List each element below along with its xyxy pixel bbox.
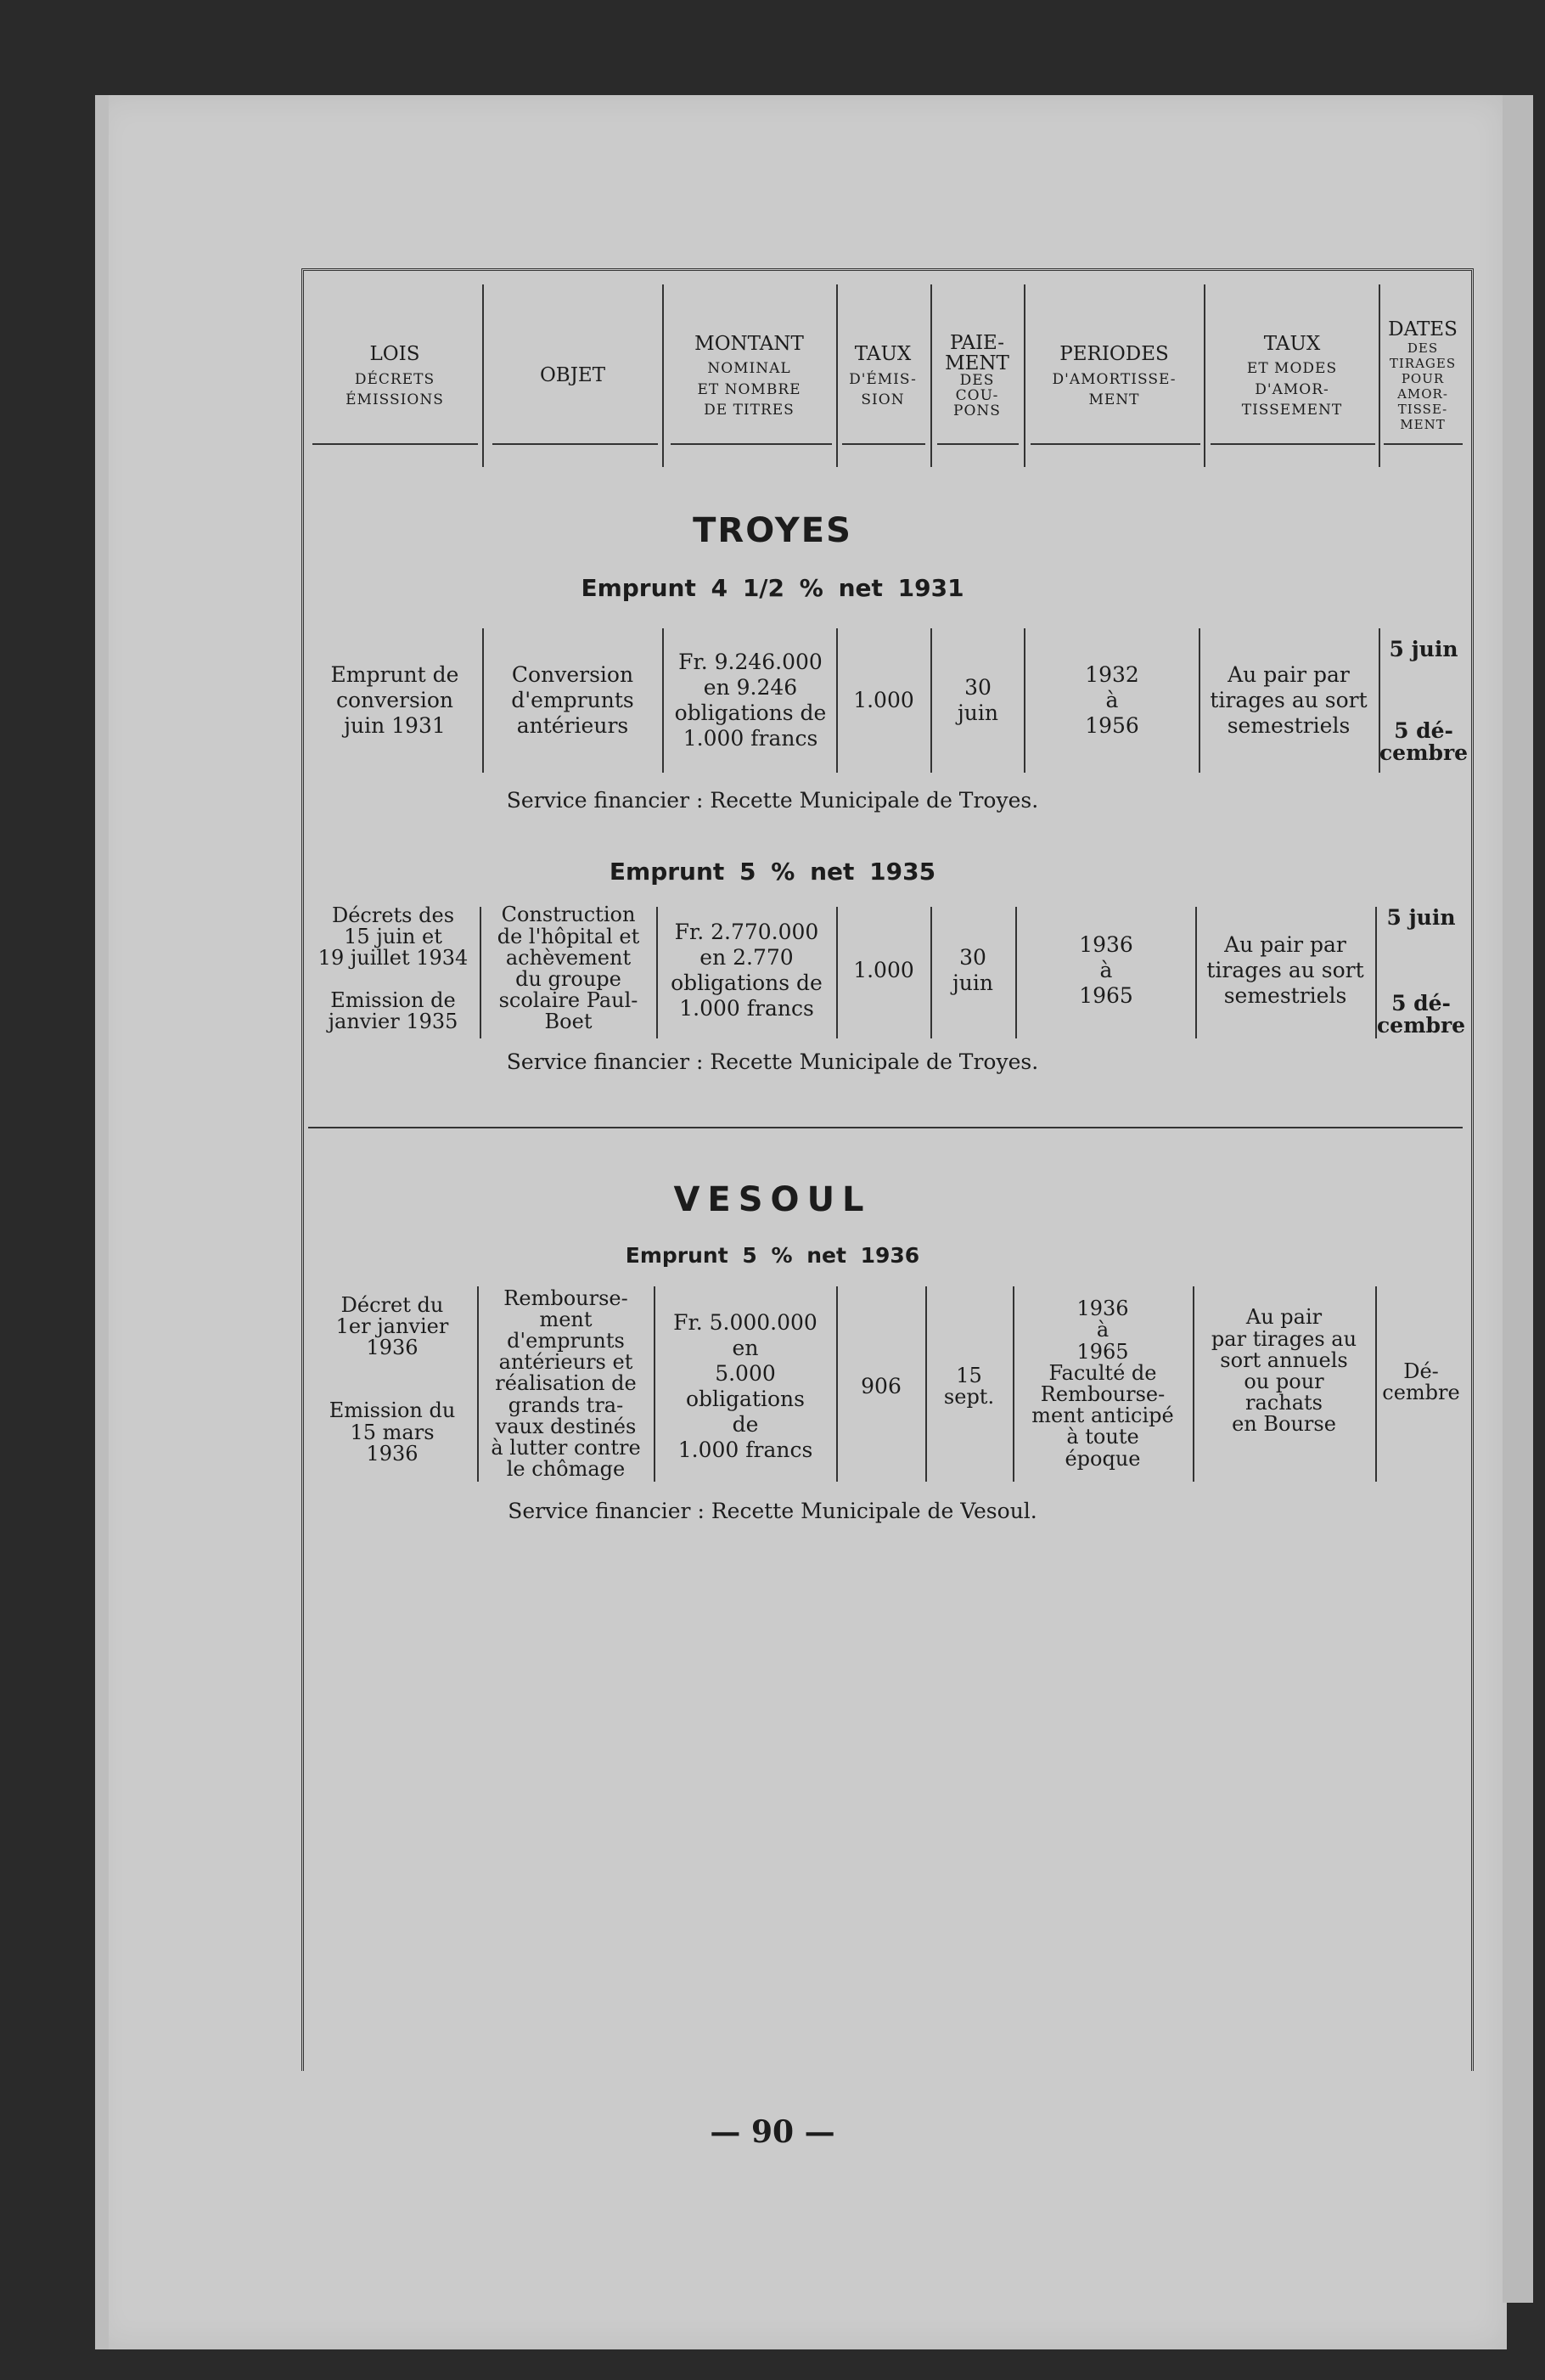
cell-line: 5.000: [715, 1361, 776, 1386]
header-dates: [1382, 284, 1464, 467]
header-underline: [842, 443, 925, 445]
city-title-troyes: TROYES: [693, 511, 852, 550]
cell-line: 15 juin et: [344, 925, 442, 949]
cell-line: 5 dé-: [1394, 717, 1453, 743]
cell-line: obligations: [686, 1387, 805, 1411]
header-dates-line: MENT: [1400, 416, 1446, 432]
cell-objet: [479, 1284, 653, 1484]
header-taux-modes-line: TISSEMENT: [1241, 402, 1343, 419]
service-note: Service financier : Recette Municipale de Vesoul.: [508, 1499, 1037, 1523]
loan-title: Emprunt 5 % net 1935: [609, 858, 936, 886]
header-paiement-line: COU-: [955, 386, 999, 404]
cell-line: 1965: [1079, 983, 1133, 1008]
cell-objet: [486, 641, 660, 760]
column-rule: [656, 907, 658, 1038]
header-montant-line: DE TITRES: [704, 402, 795, 419]
cell-line: Emission de: [330, 987, 456, 1012]
service-note: Service financier : Recette Municipale de Troyes.: [506, 788, 1039, 813]
header-paiement-line: DES: [959, 371, 995, 389]
header-taux-modes-line: ET MODES: [1246, 360, 1338, 378]
cell-line: Faculté de: [1048, 1360, 1157, 1385]
cell-line: antérieurs: [516, 713, 629, 738]
header-periodes-line: MENT: [1088, 391, 1140, 409]
cell-line: à lutter contre: [491, 1435, 641, 1460]
cell-modes: [1197, 907, 1374, 1034]
page-spine: [95, 95, 109, 2349]
header-underline: [1211, 443, 1375, 445]
cell-line: 5 juin: [1389, 637, 1458, 661]
cell-line: grands tra-: [508, 1393, 624, 1417]
cell-lois-group: [329, 1400, 456, 1465]
cell-line: juin: [958, 700, 998, 725]
cell-lois: [308, 905, 478, 1032]
cell-line: Boet: [544, 1010, 593, 1034]
cell-line: de: [732, 1412, 759, 1437]
cell-line: cembre: [1382, 1381, 1460, 1404]
cell-line: Emprunt de: [330, 662, 459, 687]
header-montant-line: ET NOMBRE: [697, 380, 801, 398]
cell-line: 15: [956, 1363, 982, 1387]
cell-line: scolaire Paul-: [498, 988, 638, 1013]
header-montant-line: NOMINAL: [707, 360, 791, 378]
header-paiement-line: PONS: [953, 402, 1001, 419]
cell-montant: [666, 641, 834, 760]
cell-line: Rembourse-: [503, 1286, 628, 1310]
section-separator: [308, 1127, 1463, 1128]
column-rule: [1379, 284, 1380, 467]
cell-line: 1.000 francs: [683, 726, 818, 751]
cell-line: juin 1931: [344, 713, 446, 738]
cell-line: de l'hôpital et: [497, 924, 640, 948]
cell-line: Fr. 5.000.000: [673, 1310, 817, 1335]
cell-line: obligations de: [674, 700, 827, 725]
column-rule: [1204, 284, 1205, 467]
cell-line: du groupe: [515, 967, 621, 991]
header-paiement-line: PAIE-: [949, 331, 1005, 354]
header-dates-line: TIRAGES: [1389, 355, 1457, 371]
column-rule: [1024, 628, 1025, 773]
header-lois-line: ÉMISSIONS: [346, 391, 444, 409]
cell-line: en 9.246: [703, 675, 798, 700]
cell-line: 1965: [1076, 1339, 1129, 1364]
cell-line: ment anticipé: [1031, 1404, 1174, 1428]
header-taux-modes: [1208, 284, 1376, 467]
cell-line: 1936: [366, 1441, 419, 1466]
cell-line: Construction: [501, 903, 636, 927]
page-number: — 90 —: [710, 2114, 835, 2150]
header-lois-line: DÉCRETS: [354, 370, 435, 388]
cell-line: 1936: [366, 1336, 419, 1360]
cell-line: Au pair par: [1224, 932, 1346, 957]
cell-montant: [659, 907, 834, 1034]
column-rule: [654, 1286, 655, 1482]
loan-title: Emprunt 5 % net 1936: [625, 1243, 920, 1268]
cell-line: à: [1099, 958, 1113, 982]
cell-line: tirages au sort: [1206, 958, 1364, 982]
cell-line: 1.000: [853, 958, 914, 982]
cell-line: par tirages au: [1211, 1326, 1357, 1351]
cell-line: Décret du: [340, 1293, 444, 1317]
cell-line: conversion: [335, 688, 453, 712]
header-dates-line: POUR: [1401, 370, 1445, 386]
cell-line: d'emprunts: [511, 688, 634, 712]
cell-line: 1.000: [853, 688, 914, 712]
column-rule: [836, 907, 838, 1038]
cell-line: tirages au sort: [1210, 688, 1368, 712]
cell-line: sort annuels: [1220, 1348, 1348, 1372]
header-lois: [310, 284, 480, 467]
header-taux-line: D'ÉMIS-: [849, 370, 917, 388]
cell-line: vaux destinés: [495, 1414, 637, 1438]
cell-line: 1956: [1085, 713, 1139, 738]
cell-objet: [481, 905, 655, 1032]
cell-line: époque: [1065, 1446, 1141, 1471]
city-title-vesoul: VESOUL: [673, 1180, 872, 1219]
column-rule: [662, 628, 664, 773]
column-rule: [1015, 907, 1017, 1038]
cell-line: rachats: [1245, 1391, 1323, 1415]
header-taux-modes-line: TAUX: [1263, 332, 1321, 355]
cell-line: achèvement: [505, 945, 632, 970]
header-underline: [492, 443, 658, 445]
cell-montant: [657, 1291, 834, 1483]
cell-dates: [1379, 637, 1469, 765]
cell-line: sept.: [943, 1385, 995, 1409]
column-rule: [482, 284, 484, 467]
cell-line: Au pair: [1245, 1305, 1323, 1330]
cell-line: 1.000 francs: [677, 1438, 813, 1462]
header-periodes: [1027, 284, 1201, 467]
header-objet-line: OBJET: [539, 363, 606, 386]
column-rule: [836, 284, 838, 467]
column-rule: [836, 1286, 838, 1482]
cell-periodes: [1027, 641, 1197, 760]
header-montant-line: MONTANT: [694, 332, 804, 355]
cell-line: Au pair par: [1228, 662, 1350, 687]
cell-line: à: [1096, 1318, 1110, 1342]
cell-lois-group: [336, 1295, 449, 1359]
cell-line: en Bourse: [1232, 1412, 1336, 1437]
column-rule: [930, 284, 932, 467]
cell-line: Fr. 2.770.000: [674, 920, 819, 944]
cell-line: le chômage: [506, 1457, 626, 1482]
cell-line: antérieurs et: [498, 1350, 633, 1375]
header-underline: [312, 443, 478, 445]
loan-title: Emprunt 4 1/2 % net 1931: [581, 574, 964, 602]
cell-line: 1er janvier: [335, 1314, 449, 1339]
cell-modes: [1200, 641, 1377, 760]
header-underline: [671, 443, 832, 445]
header-dates-line: DATES: [1388, 318, 1458, 341]
cell-line: Dé-: [1403, 1359, 1439, 1383]
cell-line: en 2.770: [699, 945, 794, 970]
cell-line: obligations de: [671, 971, 823, 995]
cell-line: 15 mars: [350, 1420, 435, 1444]
cell-taux: [839, 907, 929, 1034]
header-taux: [839, 284, 927, 467]
cell-line: 5 juin: [1386, 905, 1456, 930]
cell-line: cembre: [1376, 1012, 1466, 1038]
cell-line: à toute: [1066, 1425, 1139, 1449]
cell-line: Rembourse-: [1040, 1382, 1166, 1406]
cell-line: 5 dé-: [1391, 990, 1451, 1016]
cell-taux: [839, 641, 929, 760]
cell-line: à: [1105, 688, 1119, 712]
column-rule: [482, 628, 484, 773]
cell-line: semestriels: [1227, 713, 1351, 738]
cell-line: d'emprunts: [507, 1329, 625, 1353]
cell-taux: [839, 1291, 924, 1483]
cell-periodes: [1014, 1286, 1191, 1482]
header-paiement-line: MENT: [945, 352, 1009, 374]
header-lois-line: LOIS: [369, 343, 420, 366]
cell-line: 1936: [1076, 1297, 1129, 1321]
header-dates-line: AMOR-: [1397, 385, 1448, 402]
service-note: Service financier : Recette Municipale de Troyes.: [506, 1049, 1039, 1074]
cell-line: ou pour: [1244, 1370, 1324, 1393]
cell-line: 1.000 francs: [679, 996, 814, 1021]
header-taux-line: SION: [861, 391, 905, 409]
cell-lois-group: [318, 905, 469, 970]
header-taux-line: TAUX: [854, 343, 912, 366]
cell-line: Décrets des: [331, 903, 455, 927]
header-dates-line: TISSE-: [1397, 401, 1448, 417]
header-underline: [937, 443, 1019, 445]
header-taux-modes-line: D'AMOR-: [1255, 380, 1329, 398]
cell-line: réalisation de: [495, 1371, 637, 1396]
cell-modes: [1194, 1286, 1374, 1456]
cell-dates: [1377, 905, 1465, 1037]
cell-paiement: [934, 641, 1022, 760]
cell-line: janvier 1935: [328, 1009, 458, 1033]
cell-periodes: [1019, 907, 1194, 1034]
cell-lois: [310, 641, 480, 760]
header-dates-line: DES: [1407, 340, 1439, 356]
column-rule: [930, 628, 932, 773]
cell-line: 1932: [1085, 662, 1139, 687]
cell-line: 906: [861, 1374, 902, 1398]
cell-line: juin: [952, 971, 993, 995]
cell-paiement: [932, 907, 1014, 1034]
cell-line: en: [732, 1336, 759, 1360]
header-objet: [486, 284, 660, 467]
column-rule: [1024, 284, 1025, 467]
cell-dates: [1377, 1286, 1465, 1478]
header-montant: [666, 284, 832, 467]
cell-line: ment: [539, 1307, 593, 1331]
cell-line: 19 juillet 1934: [317, 946, 469, 971]
cell-line: 30: [959, 945, 986, 970]
cell-date-group: [1379, 717, 1469, 765]
cell-line: cembre: [1379, 740, 1469, 765]
cell-line: Conversion: [511, 662, 634, 687]
header-paiement: [934, 284, 1020, 467]
header-periodes-line: PERIODES: [1059, 343, 1169, 366]
header-periodes-line: D'AMORTISSE-: [1052, 370, 1177, 388]
column-rule: [662, 284, 664, 467]
column-rule: [836, 628, 838, 773]
cell-paiement: [927, 1291, 1011, 1483]
cell-line: 30: [964, 675, 992, 700]
cell-line: 1936: [1079, 932, 1133, 957]
cell-lois-group: [328, 987, 458, 1033]
cell-line: Fr. 9.246.000: [678, 650, 823, 674]
cell-date-group: [1376, 990, 1466, 1038]
cell-line: semestriels: [1223, 983, 1347, 1008]
cell-lois: [308, 1295, 476, 1465]
header-underline: [1384, 443, 1463, 445]
header-underline: [1031, 443, 1200, 445]
cell-line: Emission du: [329, 1398, 456, 1423]
